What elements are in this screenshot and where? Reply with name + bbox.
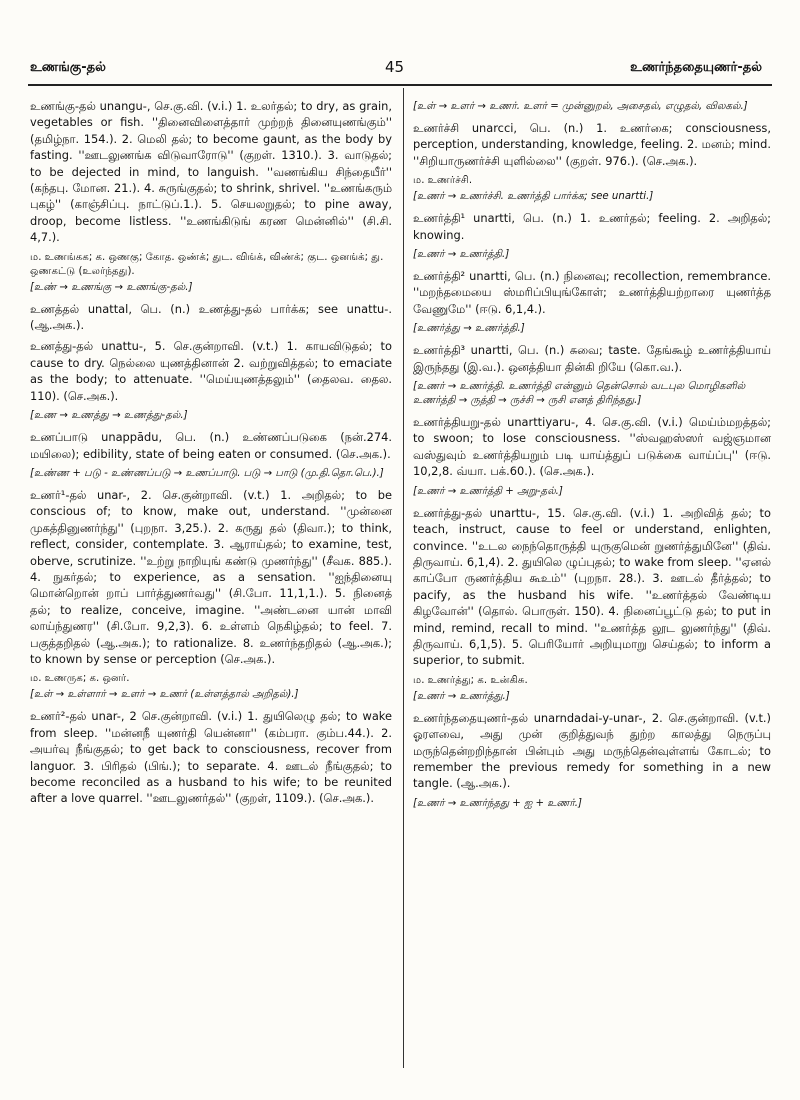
entry-etymology: [உண → உணத்து → உணத்து-தல்.] <box>30 410 188 422</box>
column-divider <box>403 88 404 1068</box>
right-column <box>413 98 771 817</box>
left-column <box>30 98 392 812</box>
entry-cognates: ம. உணர்த்து; க. உன்கிசு. <box>413 674 528 686</box>
entry-definition: உணர்¹-தல் unar-, 2. செ.குன்றாவி. (v.t.) 1. அறிதல்; to be conscious of; to know, make out, understand. ''முன்னை முகத்தினுணர்ந்து'' (புறநா. 3,25.). 2. கருது தல் (திவா.); to think, reflect, consider, contemplate. 3. ஆராய்தல்; to examine, test, oberve, scrutinize. ''உற்று நாறியுங் கண்டு முணர்ந்து'' (சீவக. 885.). 4. நுகர்தல்; to experience, as a sensation. ''ஐந்தினையு மொன்றொன் றாப் பார்த்துணர்வது'' (சி.போ. 11,1,1.). 5. நினைத் தல்; to realize, conceive, imagine. ''அண்டனை யான் மாவி லாய்ந்துணர'' (சி.போ. 9,2,3). 6. உள்ளம் நெகிழ்தல்; to feel. 7. பகுத்தறிதல் (ஆ.அக.); to rationalize. 8. உணர்ந்தறிதல் (ஆ.அக.); to known by sense or perception (செ.அக.). <box>30 487 392 666</box>
dictionary-entry <box>413 120 771 204</box>
header-rule <box>28 84 772 86</box>
entry-definition: உணங்கு-தல் unangu-, செ.கு.வி. (v.i.) 1. உலர்தல்; to dry, as grain, vegetables or fish. ''தினைவிளைத்தார் முற்றந் தினையுணங்கும்'' (தமிழ்நா. 154.). 2. மெலி தல்; to become gaunt, as the body by fasting. ''ஊடலுணங்க விடுவாரோடு'' (குறள். 1310.). 3. வாடுதல்; to be dejected in mind, to languish. ''வணங்கிய சிந்தையீர்'' (கந்தபு. மோன. 21.). 4. சுருங்குதல்; to shrink, shrivel. ''உணங்கரும் புகழ்'' (காஞ்சிப்பு. நாட்டுப்.1.). 5. செயலறுதல்; to pine away, droop, become listless. ''உணங்கிடுங் கரண மென்னில்'' (சி.சி. 4,7.). <box>30 99 392 245</box>
dictionary-entry <box>30 429 392 481</box>
entry-definition: உணர்ந்ததையுணர்-தல் unarndadai-y-unar-, 2. செ.குன்றாவி. (v.t.) ஓரளவை, அது முன் குறித்துவந் துற்ற காலத்து நெருப்பு மருந்தென்றறிந்தான் பின்பும் அது மருந்தென்வுள்ளங் கோடல்; to remember the previous remedy for something in a new tangle. (ஆ.அக.). <box>413 710 771 791</box>
entry-definition: உணர்²-தல் unar-, 2 செ.குன்றாவி. (v.i.) 1. துயிலெழு தல்; to wake from sleep. ''மன்னநீ யுணர்தி யென்னா'' (கம்பரா. கும்ப.44.). 2. அயர்வு நீங்குதல்; to get back to consciousness, recover from languor. 3. பிரிதல் (பிங்.); to separate. 4. ஊடல் நீங்குதல்; to become reconciled as a husband to his wife; to be reunited after a love quarrel. ''ஊடலுணர்தல்'' (குறள், 1109.). (செ.அக.). <box>30 709 392 806</box>
dictionary-entry <box>30 98 392 295</box>
entry-etymology: [உண் → உணங்கு → உணங்கு-தல்.] <box>30 281 193 293</box>
entry-cognates: ம. உணங்கக; க. ஒணகு; கோத. ஒண்க்; துட. விங்க், விண்க்; குட. ஒனங்க்; து. ஒணகட்டு (உலர்ந்தது). <box>30 251 384 277</box>
header-right-headword: உணர்ந்ததையுணர்-தல் <box>630 60 762 75</box>
dictionary-entry <box>413 505 771 704</box>
entry-etymology: [உள் → உள்ளார் → உளர் → உணர் (உள்ளத்தால் அறிதல்).] <box>30 689 299 701</box>
entry-definition: உணப்பாடு unappādu, பெ. (n.) உண்ணப்படுகை (நன்.274. மயிலை); edibility, state of being eaten or consumed. (செ.அக.). <box>30 430 392 461</box>
dictionary-entry <box>413 100 771 114</box>
dictionary-entry <box>413 710 771 811</box>
dictionary-entry <box>30 338 392 423</box>
entry-cognates: ம. உணருக; க. ஒனர். <box>30 673 130 685</box>
dictionary-entry <box>30 301 392 334</box>
page-number: 45 <box>385 58 405 76</box>
header-left-headword: உணங்கு-தல் <box>30 60 106 75</box>
dictionary-entry <box>413 210 771 262</box>
entry-etymology: [உணர் → உணர்த்தி. உணர்த்தி என்னும் தென்சொல் வடபுல மொழிகளில் உணர்த்தி → ருத்தி → ருச்சி → ருசி எனத் திரிந்தது.] <box>413 381 746 407</box>
dictionary-entry <box>413 414 771 499</box>
entry-etymology: [உள் → உளர் → உணர். உளர் = முன்னுறல், அசைதல், எழுதல், விலகல்.] <box>413 101 748 112</box>
dictionary-entry <box>30 708 392 806</box>
entry-etymology: [உணர் → உணர்த்தி + அறு-தல்.] <box>413 485 563 497</box>
entry-definition: உணர்த்து-தல் unarttu-, 15. செ.கு.வி. (v.i.) 1. அறிவித் தல்; to teach, instruct, cause to feel or understand, enlighten, convince. ''உடல நைந்தொருத்தி யுருகுமென் றுணர்த்துமினே'' (திவ். திருவாய். 6,1,4). 2. துயிலெ ழுப்புதல்; to wake from sleep. ''ஏனல் காப்போ ருணர்த்திய கூஉம்'' (புறநா. 28.). 3. ஊடல் தீர்த்தல்; to pacify, as the husband his wife. ''உணர்த்தல் வேண்டிய கிழவோன்'' (தொல். பொருள். 150). 4. நினைப்பூட்டு தல்; to put in mind, remind, recall to mind. ''உணர்த்த லூட லுணர்ந்து'' (திவ். திருவாய். 6,1,5). 5. பெரியோர் அறியுமாறு செய்தல்; to inform a superior, to submit. <box>413 505 771 668</box>
dictionary-entry <box>413 342 771 408</box>
entry-definition: உணத்து-தல் unattu-, 5. செ.குன்றாவி. (v.t.) 1. காயவிடுதல்; to cause to dry. நெல்லை யுணத்தினான் 2. வற்றுவித்தல்; to emaciate as the body; to attenuate. ''மெய்யுணத்தலும்'' (தைலவ. தைல. 110). (செ.அக.). <box>30 339 392 403</box>
entry-definition: உணர்ச்சி unarcci, பெ. (n.) 1. உணர்கை; consciousness, perception, understanding, knowledge, feeling. 2. மனம்; mind. ''சிறியாருணர்ச்சி யுளில்லை'' (குறள். 976.). (செ.அக.). <box>413 121 771 168</box>
entry-etymology: [உணர் → உணர்த்து.] <box>413 690 510 702</box>
entry-cognates: ம. உணர்ச்சி. <box>413 175 473 187</box>
entry-definition: உணர்த்தியறு-தல் unarttiyaru-, 4. செ.கு.வி. (v.i.) மெய்ம்மறத்தல்; to swoon; to lose consciousness. ''ஸ்வஹஸ்ஸர் வஜ்ஞமான வஸ்துவும் உணர்த்தியறும் படி யாய்த்துப் படுக்கை வாய்ப்பு'' (ஈடு. 10,2,8. வ்யா. பக்.60.). (செ.அக.). <box>413 415 771 479</box>
entry-etymology: [உண்ண + படு - உண்ணப்படு → உணப்பாடு. படு → பாடு (மு.தி.தொ.பெ.).] <box>30 467 384 479</box>
entry-definition: உணத்தல் unattal, பெ. (n.) உணத்து-தல் பார்க்க; see unattu-. (ஆ.அக.). <box>30 301 392 333</box>
page-header <box>0 56 800 80</box>
entry-etymology: [உணர் → உணர்ந்தது + ஐ + உணர்.] <box>413 797 582 809</box>
entry-definition: உணர்த்தி² unartti, பெ. (n.) நினைவு; recollection, remembrance. ''மறந்தமையை ஸ்மரிப்பியுங்கோள்; உணர்த்தியற்றாரை யுணர்த்த வேணுமே'' (ஈடு. 6,1,4.). <box>413 269 771 316</box>
entry-etymology: [உணர் → உணர்த்தி.] <box>413 249 510 261</box>
entry-definition: உணர்த்தி³ unartti, பெ. (n.) சுவை; taste. தேங்கூழ் உணர்த்தியாய் இருந்தது (இ.வ.). ஒனத்தியா தின்கி றியே (கொ.வ.). <box>413 343 771 374</box>
entry-etymology: [உணர் → உணர்ச்சி. உணர்த்தி பார்க்க; see unartti.] <box>413 191 654 203</box>
dictionary-entry <box>413 268 771 336</box>
entry-definition: உணர்த்தி¹ unartti, பெ. (n.) 1. உணர்தல்; feeling. 2. அறிதல்; knowing. <box>413 211 771 242</box>
dictionary-entry <box>30 487 392 702</box>
entry-etymology: [உணர்த்து → உணர்த்தி.] <box>413 323 525 335</box>
